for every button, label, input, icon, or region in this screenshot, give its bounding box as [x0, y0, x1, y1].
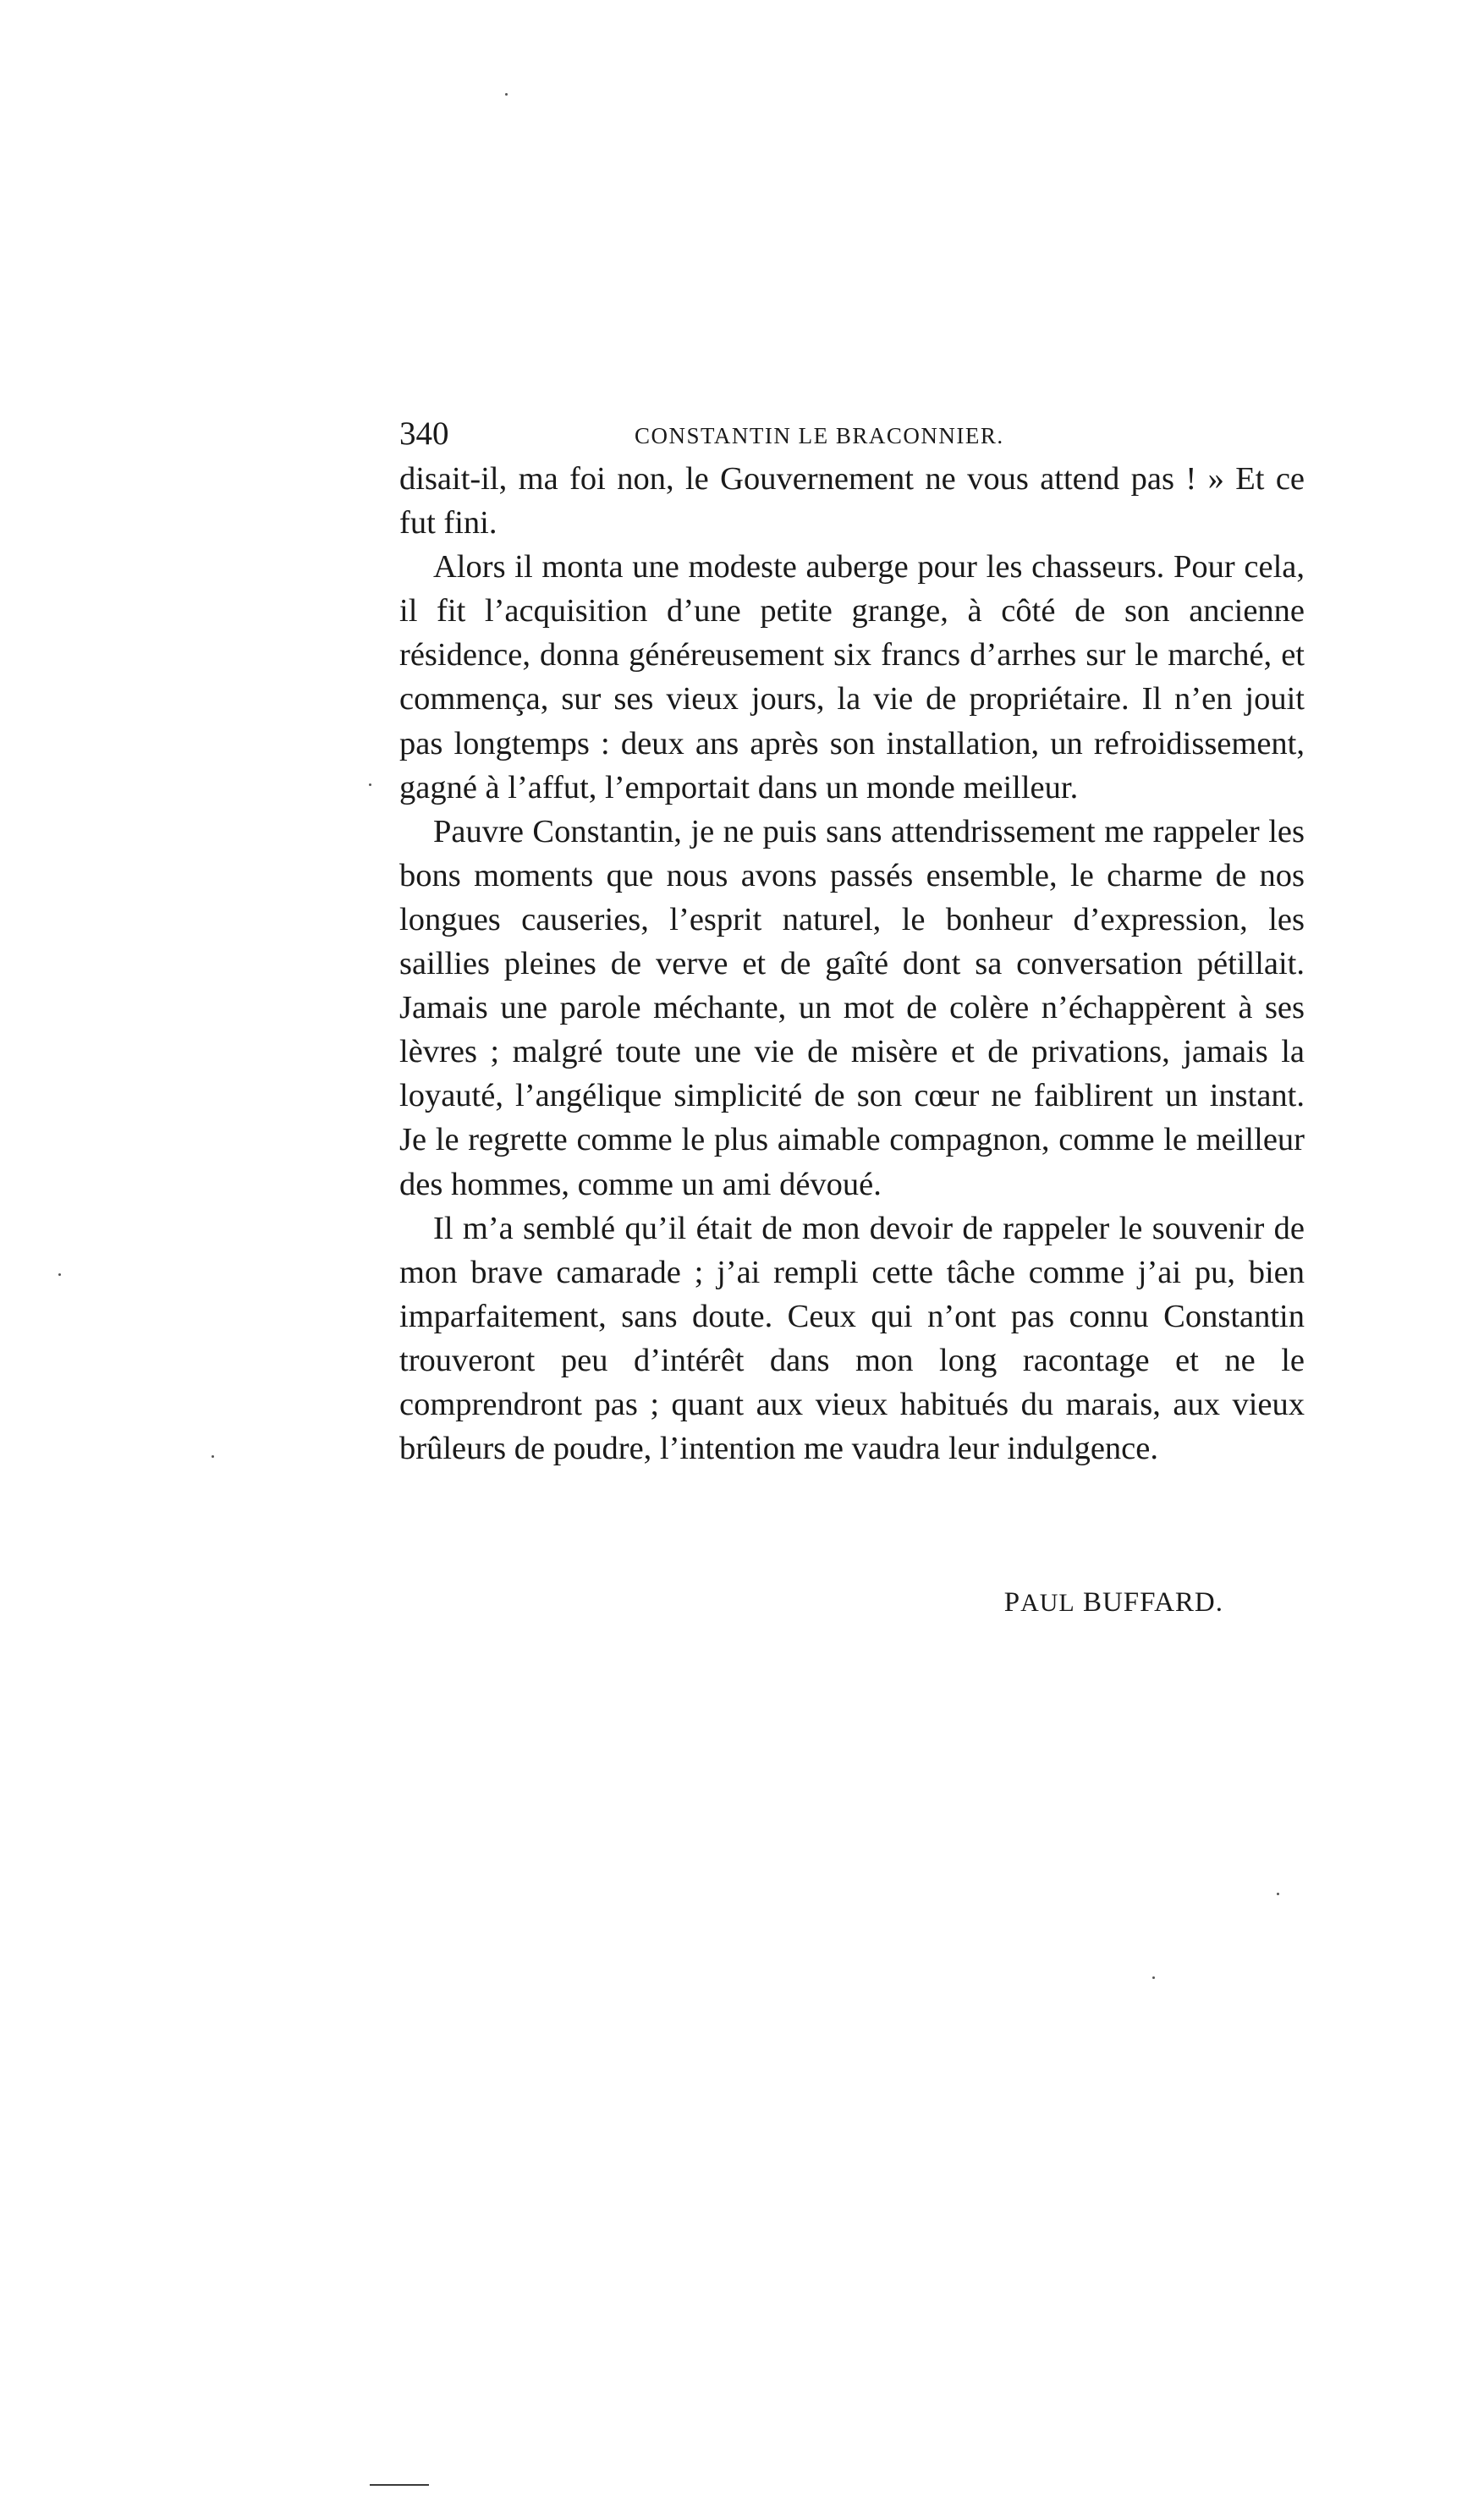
- paragraph-auberge: Alors il monta une modeste auberge pour les chasseurs. Pour cela, il fit l’acquisition d’une petite grange, à côté de son ancienne résidence, donna généreusement six francs d’arrhes sur le marché, et commença, sur ses vieux jours, la vie de propriétaire. Il n’en jouit pas longtemps : deux ans après son installation, un refroidissement, gagné à l’affut, l’emportait dans un monde meilleur.: [399, 549, 1305, 805]
- signature-surname: BUFFARD.: [1082, 1587, 1223, 1618]
- scan-speck: [369, 783, 371, 786]
- scan-speck: [58, 1273, 61, 1276]
- paragraph-continuation: disait-il, ma foi non, le Gouvernement ne vous attend pas ! » Et ce fut fini.: [399, 461, 1305, 541]
- author-signature: [970, 1582, 1223, 1624]
- signature-small-caps: AUL: [1020, 1589, 1075, 1617]
- scan-speck: [1277, 1893, 1279, 1895]
- scan-speck: [212, 1455, 214, 1458]
- paragraph-souvenir: Il m’a semblé qu’il était de mon devoir de rappeler le souvenir de mon brave camarade ; j’ai rempli cette tâche comme j’ai pu, bien imparfaitement, sans doute. Ceux qui n’ont pas connu Constantin trouveront peu d’intérêt dans mon long racontage et ne le comprendront pas ; quant aux vieux habitués du marais, aux vieux brûleurs de poudre, l’intention me vaudra leur indulgence.: [399, 1210, 1305, 1467]
- signature-initial: P: [1003, 1587, 1021, 1618]
- body-text: [399, 457, 1305, 1470]
- bottom-rule: [370, 2484, 429, 2486]
- running-title: CONSTANTIN LE BRACONNIER.: [635, 423, 1004, 448]
- scan-speck: [1152, 1976, 1155, 1979]
- scan-speck: [505, 93, 508, 96]
- paragraph-pauvre-constantin: Pauvre Constantin, je ne puis sans attendrissement me rappeler les bons moments que nous avons passés ensemble, le charme de nos longues causeries, l’esprit naturel, le bonheur d’expression, les saillies pleines de verve et de gaîté dont sa conversation pétillait. Jamais une parole méchante, un mot de colère n’échappèrent à ses lèvres ; malgré toute une vie de misère et de privations, jamais la loyauté, l’angélique simplicité de son cœur ne faiblirent un instant. Je le regrette comme le plus aimable compagnon, comme le meilleur des hommes, comme un ami dévoué.: [399, 813, 1305, 1202]
- page-number: 340: [399, 415, 449, 452]
- running-head: [399, 413, 1305, 455]
